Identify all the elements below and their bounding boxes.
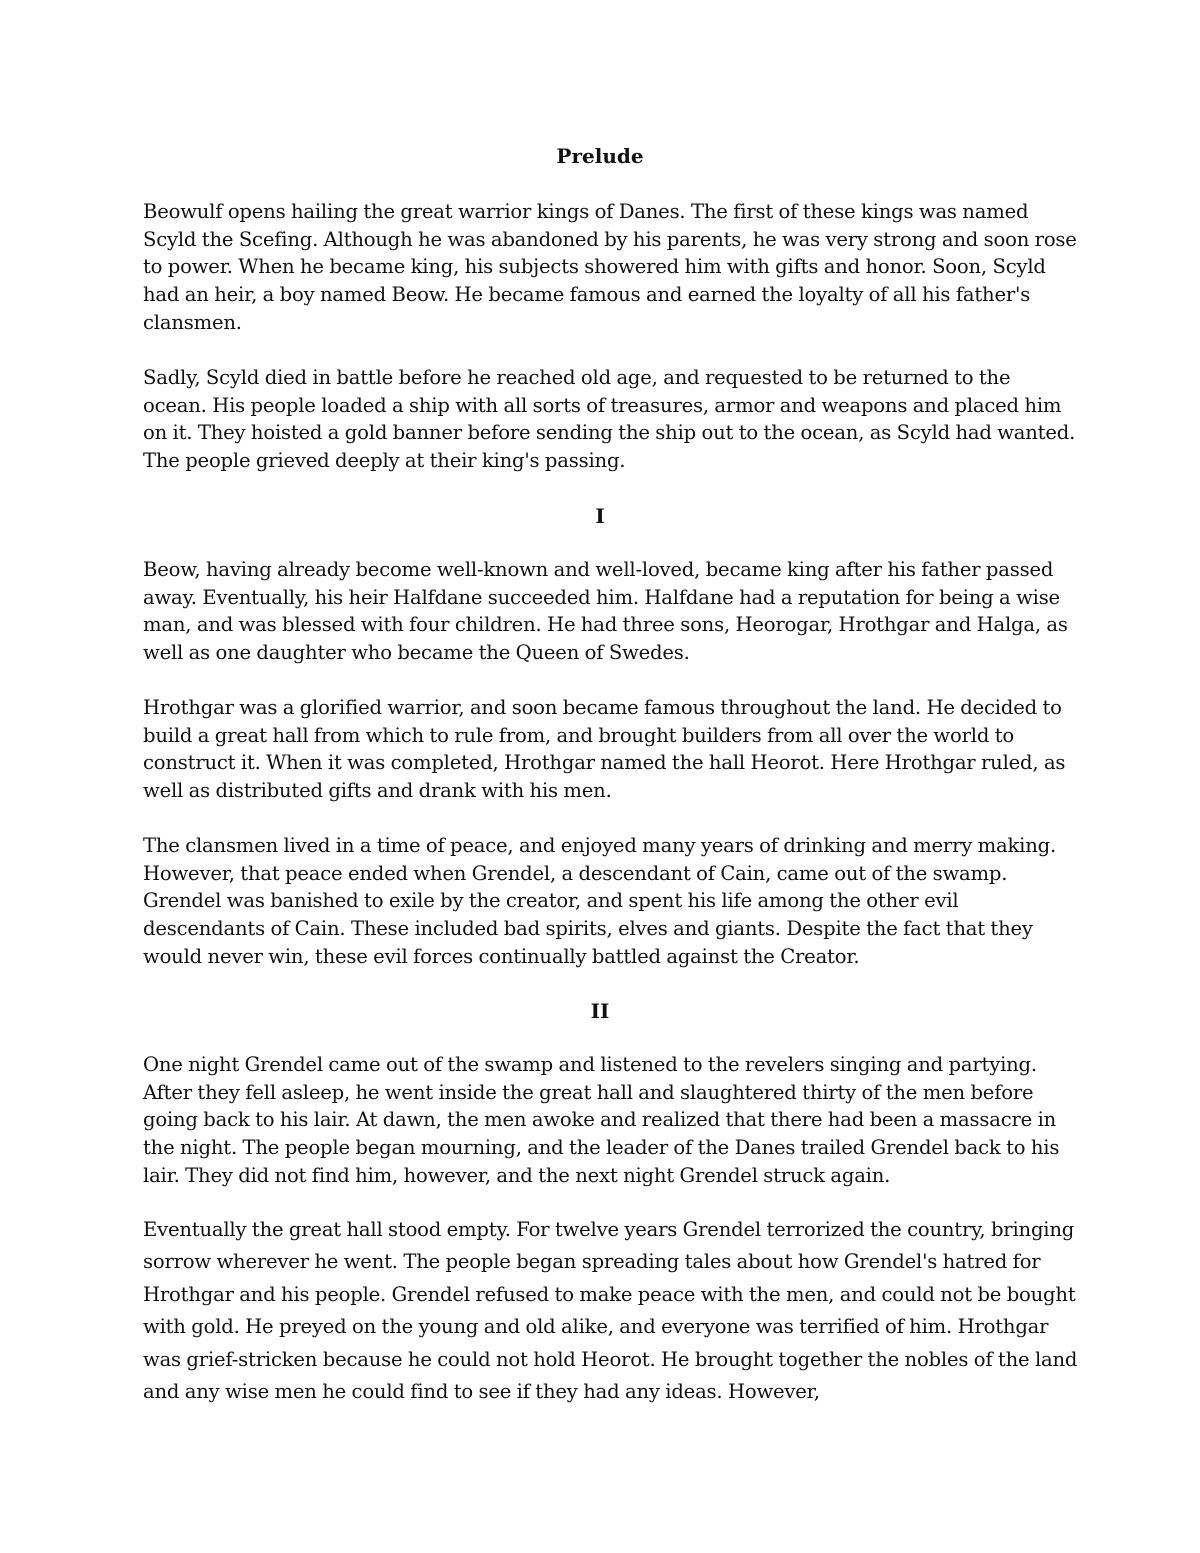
section-heading-ii: II <box>590 999 610 1023</box>
paragraph: The clansmen lived in a time of peace, and enjoyed many years of drinking and merry making. However, that peace ended when Grendel, a descendant of Cain, came out of the swamp. Grendel was banished to exile by the creator, and spent his life among the other evil descendants of Cain. These included bad spirits, elves and giants. Despite the fact that they would never win, these evil forces continually battled against the Creator. <box>143 834 1057 968</box>
paragraph: Sadly, Scyld died in battle before he reached old age, and requested to be returned to the ocean. His people loaded a ship with all sorts of treasures, armor and weapons and placed him on it. They hoisted a gold banner before sending the ship out to the ocean, as Scyld had wanted. The people grieved deeply at their king's passing. <box>143 366 1076 473</box>
paragraph: Hrothgar was a glorified warrior, and soon became famous throughout the land. He decided to build a great hall from which to rule from, and brought builders from all over the world to construct it. When it was completed, Hrothgar named the hall Heorot. Here Hrothgar ruled, as well as distributed gifts and drank with his men. <box>143 696 1066 803</box>
paragraph: Beowulf opens hailing the great warrior kings of Danes. The first of these kings was named Scyld the Scefing. Although he was abandoned by his parents, he was very strong and soon rose to power. When he became king, his subjects showered him with gifts and honor. Soon, Scyld had an heir, a boy named Beow. He became famous and earned the loyalty of all his father's clansmen. <box>143 200 1077 334</box>
section-heading-i: I <box>595 504 605 528</box>
paragraph: Eventually the great hall stood empty. For twelve years Grendel terrorized the country, bringing sorrow wherever he went. The people began spreading tales about how Grendel's hatred for Hrothgar and his people. Grendel refused to make peace with the men, and could not be bought with gold. He preyed on the young and old alike, and everyone was terrified of him. Hrothgar was grief-stricken because he could not hold Heorot. He brought together the nobles of the land and any wise men he could find to see if they had any ideas. However, <box>143 1218 1078 1404</box>
paragraph: Beow, having already become well-known and well-loved, became king after his father passed away. Eventually, his heir Halfdane succeeded him. Halfdane had a reputation for being a wise man, and was blessed with four children. He had three sons, Heorogar, Hrothgar and Halga, as well as one daughter who became the Queen of Swedes. <box>143 558 1068 665</box>
paragraph: One night Grendel came out of the swamp and listened to the revelers singing and partying. After they fell asleep, he went inside the great hall and slaughtered thirty of the men before going back to his lair. At dawn, the men awoke and realized that there had been a massacre in the night. The people began mourning, and the leader of the Danes trailed Grendel back to his lair. They did not find him, however, and the next night Grendel struck again. <box>143 1053 1060 1187</box>
section-heading-prelude: Prelude <box>556 144 644 168</box>
